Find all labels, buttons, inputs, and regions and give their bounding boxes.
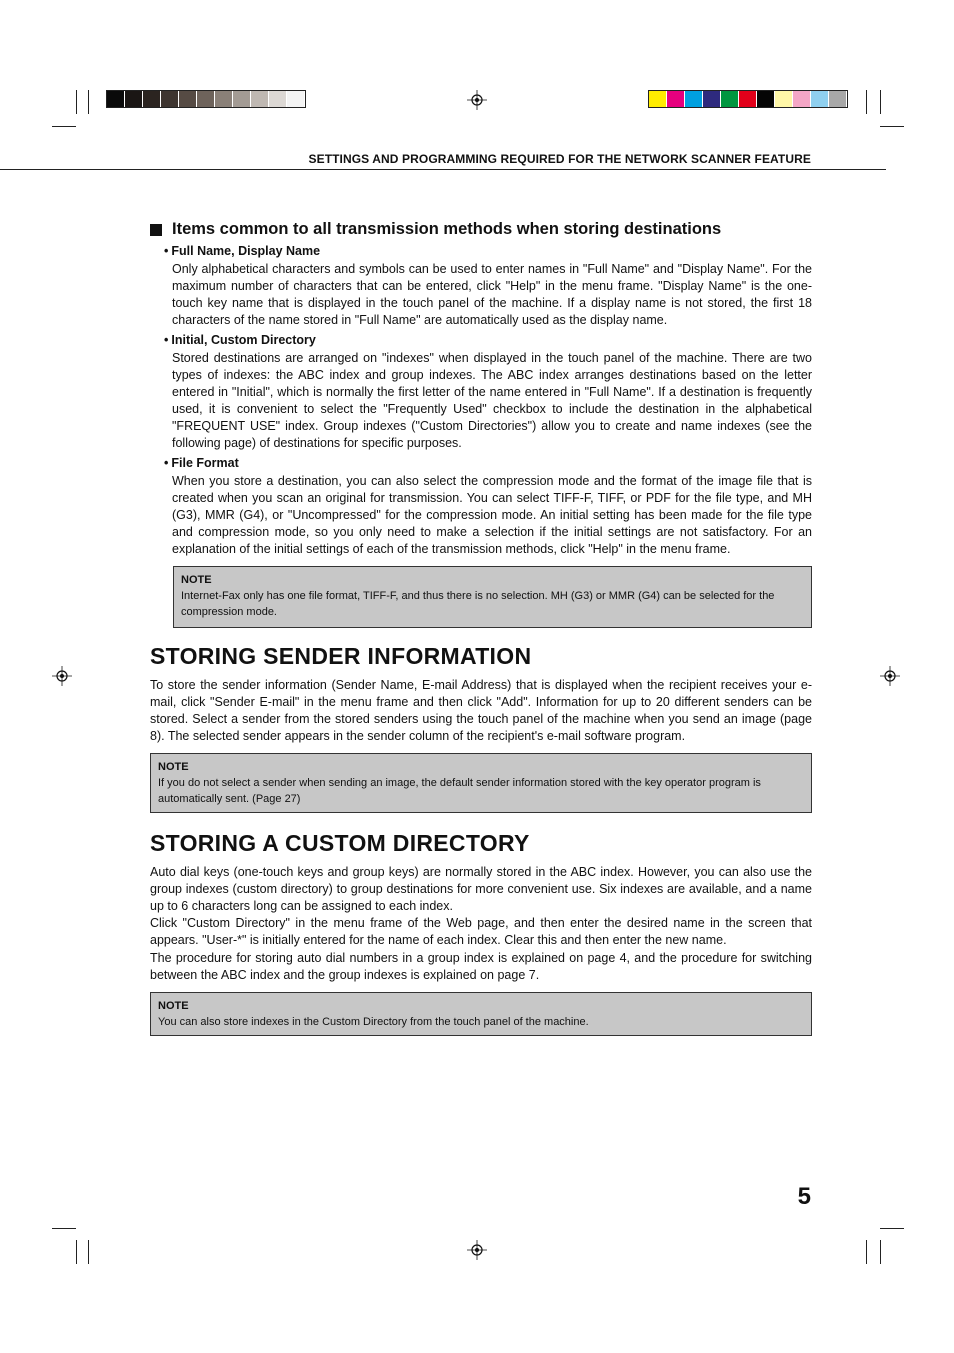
note-heading: NOTE <box>158 1000 189 1012</box>
item-text-initial: Stored destinations are arranged on "indexes" when displayed in the touch panel of the machine. There are two types of indexes: the ABC index and group indexes. The ABC index arranges destinations based on the letter entered in "Initial", which is normally the first letter of the name entered in "Full Name". If a destination is frequently used, it is convenient to select the "Frequently Used" checkbox to include the destination in the alphabetical "FREQUENT USE" index. Group indexes ("Custom Directories") allow you to create and name indexes (see the following page) of destinations for specific purposes. <box>172 351 812 450</box>
crop-mark <box>880 90 881 114</box>
note-box <box>150 753 812 813</box>
color-swatch <box>215 91 233 107</box>
cmyk-color-bar <box>648 90 848 108</box>
item-heading-full-name: • Full Name, Display Name <box>164 244 321 258</box>
directory-paragraph: The procedure for storing auto dial numbers in a group index is explained on page 4, and the procedure for switching between the ABC index and the group indexes is explained on page 7. <box>150 951 812 982</box>
color-swatch <box>829 91 847 107</box>
section-heading-text: Items common to all transmission methods when storing destinations <box>172 220 722 238</box>
note-box <box>173 566 812 628</box>
color-swatch <box>703 91 721 107</box>
crop-mark <box>76 90 77 114</box>
color-swatch <box>107 91 125 107</box>
section-title-directory: STORING A CUSTOM DIRECTORY <box>150 830 530 856</box>
color-swatch <box>269 91 287 107</box>
color-swatch <box>667 91 685 107</box>
color-swatch <box>143 91 161 107</box>
sender-paragraph: To store the sender information (Sender Name, E-mail Address) that is displayed when the recipient receives your e-mail, click "Sender E-mail" in the menu frame and then click "Add". Information for up to 20 different senders can be stored. Select a sender from the stored senders using the touch panel of the machine when you send an image (page 8). The selected sender appears in the sender column of the recipient's e-mail software program. <box>150 678 812 743</box>
color-swatch <box>125 91 143 107</box>
note-heading: NOTE <box>181 574 212 586</box>
crop-mark <box>52 1228 76 1229</box>
note-heading: NOTE <box>158 761 189 773</box>
color-swatch <box>811 91 829 107</box>
grayscale-color-bar <box>106 90 306 108</box>
crop-mark <box>88 90 89 114</box>
color-swatch <box>793 91 811 107</box>
color-swatch <box>757 91 775 107</box>
note-text: Internet-Fax only has one file format, TIFF-F, and thus there is no selection. MH (G3) or MMR (G4) can be selected for the compression mode. <box>181 590 775 618</box>
crop-mark <box>880 1240 881 1264</box>
color-swatch <box>685 91 703 107</box>
section-title-sender: STORING SENDER INFORMATION <box>150 643 532 669</box>
color-swatch <box>179 91 197 107</box>
item-text-file-format: When you store a destination, you can also select the compression mode and the format of the image file that is created when you scan an original for transmission. You can select TIFF-F, TIFF, or PDF for the file type, and MH (G3), MMR (G4), or "Uncompressed" for the compression mode. An initial setting has been made for the file type and compression mode, so you only need to make a selection if the initial settings are not satisfactory. For an explanation of the initial settings of each of the transmission methods, click "Help" in the menu frame. <box>172 474 812 556</box>
color-swatch <box>197 91 215 107</box>
item-heading-initial: • Initial, Custom Directory <box>164 333 316 347</box>
note-text: If you do not select a sender when sending an image, the default sender information stored with the key operator program is automatically sent. (Page 27) <box>158 777 761 805</box>
color-swatch <box>161 91 179 107</box>
running-header: SETTINGS AND PROGRAMMING REQUIRED FOR THE NETWORK SCANNER FEATURE <box>308 152 811 166</box>
directory-paragraph: Click "Custom Directory" in the menu frame of the Web page, and then enter the desired name in the screen that appears. "User-*" is initially entered for the name of each index. Clear this and then enter the new name. <box>150 916 812 947</box>
color-swatch <box>739 91 757 107</box>
crop-mark <box>866 1240 867 1264</box>
item-heading-file-format: • File Format <box>164 456 239 470</box>
registration-mark-icon <box>52 666 72 686</box>
item-text-full-name: Only alphabetical characters and symbols can be used to enter names in "Full Name" and "Display Name". For the maximum number of characters that can be entered, click "Help" in the menu frame. "Display Name" is the one-touch key name that is displayed in the touch panel of the machine. If a display name is not stored, the first 18 characters of the name stored in "Full Name" are automatically used as the display name. <box>172 262 812 327</box>
color-swatch <box>287 91 305 107</box>
crop-mark <box>880 126 904 127</box>
note-box <box>150 992 812 1036</box>
crop-mark <box>880 1228 904 1229</box>
registration-mark-icon <box>467 90 487 110</box>
registration-mark-icon <box>467 1240 487 1260</box>
section-heading-common-items <box>150 220 721 239</box>
note-text: You can also store indexes in the Custom Directory from the touch panel of the machine. <box>158 1016 589 1028</box>
crop-mark <box>52 126 76 127</box>
registration-mark-icon <box>880 666 900 686</box>
color-swatch <box>251 91 269 107</box>
crop-mark <box>88 1240 89 1264</box>
crop-mark <box>76 1240 77 1264</box>
color-swatch <box>721 91 739 107</box>
color-swatch <box>775 91 793 107</box>
color-swatch <box>649 91 667 107</box>
color-swatch <box>233 91 251 107</box>
directory-paragraph: Auto dial keys (one-touch keys and group keys) are normally stored in the ABC index. However, you can also use the group indexes (custom directory) to group destinations for more convenient use. Six indexes are available, and a name up to 6 characters long can be assigned to each index. <box>150 865 812 913</box>
crop-mark <box>866 90 867 114</box>
square-bullet-icon <box>150 224 162 236</box>
page-number: 5 <box>797 1183 811 1210</box>
header-rule <box>0 169 886 170</box>
